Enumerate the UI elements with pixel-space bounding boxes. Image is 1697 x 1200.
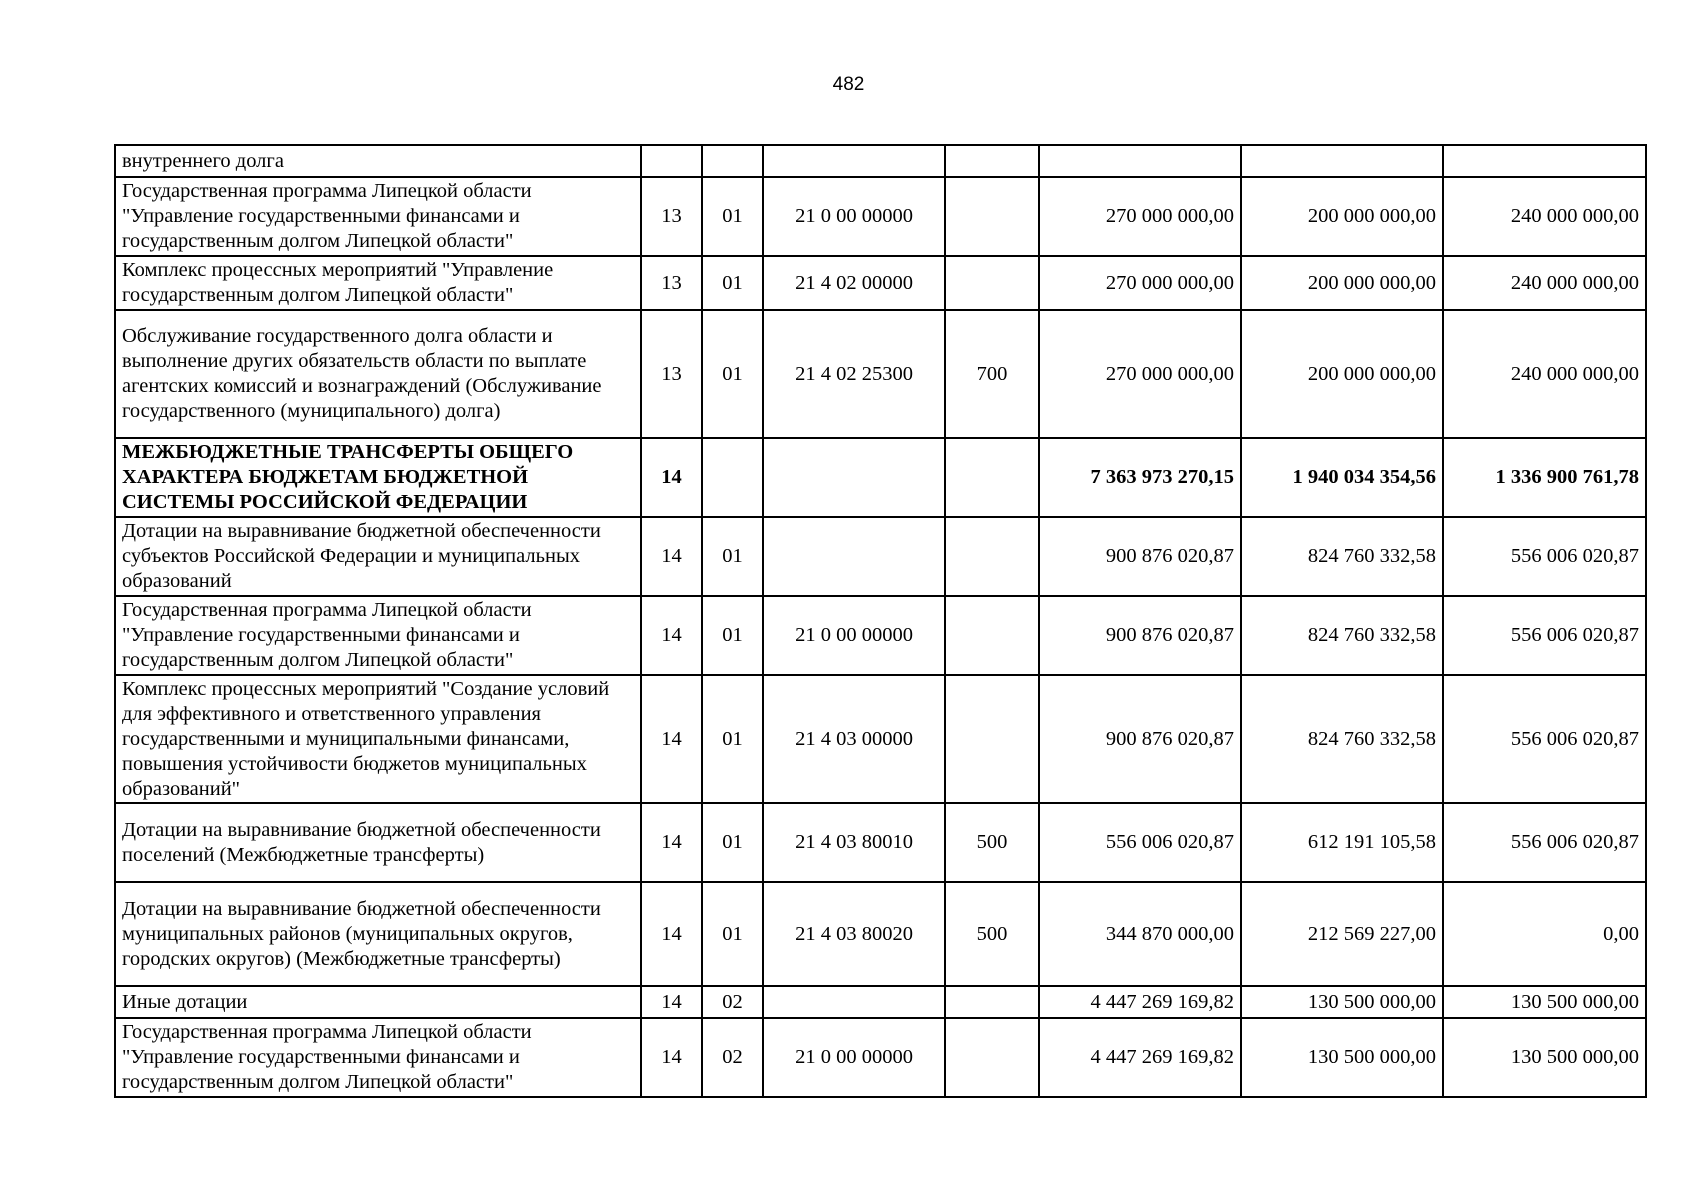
cell-amount-2: 212 569 227,00 — [1241, 882, 1443, 986]
cell-amount-3: 1 336 900 761,78 — [1443, 438, 1646, 517]
cell-expense-type — [945, 596, 1039, 675]
cell-amount-2: 824 760 332,58 — [1241, 517, 1443, 596]
cell-expense-type — [945, 438, 1039, 517]
cell-razdel: 14 — [641, 986, 702, 1018]
table-row — [115, 438, 1646, 517]
table-row — [115, 803, 1646, 882]
cell-target-article: 21 0 00 00000 — [763, 596, 945, 675]
cell-amount-3: 556 006 020,87 — [1443, 803, 1646, 882]
cell-amount-1: 270 000 000,00 — [1039, 177, 1241, 256]
table-row — [115, 986, 1646, 1018]
cell-expense-type — [945, 1018, 1039, 1097]
cell-amount-1: 556 006 020,87 — [1039, 803, 1241, 882]
cell-amount-1: 270 000 000,00 — [1039, 256, 1241, 310]
cell-podrazdel: 01 — [702, 256, 763, 310]
cell-razdel: 14 — [641, 803, 702, 882]
cell-target-article — [763, 517, 945, 596]
cell-expense-type — [945, 145, 1039, 177]
cell-amount-1: 900 876 020,87 — [1039, 675, 1241, 803]
page-number: 482 — [832, 74, 865, 95]
cell-podrazdel: 01 — [702, 675, 763, 803]
cell-amount-2: 200 000 000,00 — [1241, 177, 1443, 256]
cell-razdel: 13 — [641, 310, 702, 438]
cell-razdel: 14 — [641, 517, 702, 596]
cell-podrazdel: 01 — [702, 803, 763, 882]
cell-name: Дотации на выравнивание бюджетной обеспеченности муниципальных районов (муниципальных округов, городских округов) (Межбюджетные трансферты) — [115, 882, 641, 986]
cell-amount-2 — [1241, 145, 1443, 177]
cell-podrazdel: 01 — [702, 596, 763, 675]
cell-amount-2: 824 760 332,58 — [1241, 596, 1443, 675]
cell-name: Государственная программа Липецкой области "Управление государственными финансами и государственным долгом Липецкой области" — [115, 596, 641, 675]
cell-amount-2: 612 191 105,58 — [1241, 803, 1443, 882]
cell-name: Дотации на выравнивание бюджетной обеспеченности поселений (Межбюджетные трансферты) — [115, 803, 641, 882]
budget-table — [114, 144, 1647, 1098]
cell-name: Государственная программа Липецкой области "Управление государственными финансами и государственным долгом Липецкой области" — [115, 1018, 641, 1097]
table-body — [115, 145, 1646, 1097]
cell-amount-3: 556 006 020,87 — [1443, 675, 1646, 803]
cell-razdel: 14 — [641, 596, 702, 675]
cell-target-article — [763, 438, 945, 517]
cell-expense-type: 700 — [945, 310, 1039, 438]
cell-target-article: 21 4 02 00000 — [763, 256, 945, 310]
table-row — [115, 310, 1646, 438]
cell-name: Иные дотации — [115, 986, 641, 1018]
table-row — [115, 1018, 1646, 1097]
table-row — [115, 177, 1646, 256]
cell-expense-type — [945, 986, 1039, 1018]
cell-amount-1: 900 876 020,87 — [1039, 596, 1241, 675]
cell-razdel: 13 — [641, 256, 702, 310]
cell-target-article: 21 4 02 25300 — [763, 310, 945, 438]
cell-name: внутреннего долга — [115, 145, 641, 177]
cell-podrazdel: 01 — [702, 882, 763, 986]
table-row — [115, 882, 1646, 986]
cell-target-article: 21 4 03 80020 — [763, 882, 945, 986]
cell-podrazdel — [702, 145, 763, 177]
cell-amount-1: 344 870 000,00 — [1039, 882, 1241, 986]
cell-target-article: 21 0 00 00000 — [763, 177, 945, 256]
cell-amount-1: 4 447 269 169,82 — [1039, 986, 1241, 1018]
cell-name: Комплекс процессных мероприятий "Управление государственным долгом Липецкой области" — [115, 256, 641, 310]
cell-target-article — [763, 986, 945, 1018]
cell-target-article: 21 4 03 80010 — [763, 803, 945, 882]
cell-razdel: 14 — [641, 438, 702, 517]
table-row — [115, 256, 1646, 310]
cell-amount-1 — [1039, 145, 1241, 177]
cell-amount-3: 240 000 000,00 — [1443, 177, 1646, 256]
cell-expense-type: 500 — [945, 803, 1039, 882]
cell-amount-2: 200 000 000,00 — [1241, 256, 1443, 310]
table-row — [115, 596, 1646, 675]
cell-amount-3: 240 000 000,00 — [1443, 310, 1646, 438]
cell-amount-3: 556 006 020,87 — [1443, 517, 1646, 596]
cell-name: Комплекс процессных мероприятий "Создание условий для эффективного и ответственного управления государственными и муниципальными финансами, повышения устойчивости бюджетов муниципальных образований" — [115, 675, 641, 803]
cell-razdel: 14 — [641, 882, 702, 986]
cell-razdel: 13 — [641, 177, 702, 256]
cell-target-article: 21 0 00 00000 — [763, 1018, 945, 1097]
cell-amount-3: 0,00 — [1443, 882, 1646, 986]
cell-amount-3 — [1443, 145, 1646, 177]
cell-podrazdel: 02 — [702, 1018, 763, 1097]
cell-podrazdel: 01 — [702, 177, 763, 256]
cell-amount-3: 130 500 000,00 — [1443, 986, 1646, 1018]
cell-amount-3: 556 006 020,87 — [1443, 596, 1646, 675]
cell-amount-2: 824 760 332,58 — [1241, 675, 1443, 803]
cell-razdel — [641, 145, 702, 177]
cell-expense-type — [945, 256, 1039, 310]
cell-expense-type — [945, 517, 1039, 596]
cell-name: Обслуживание государственного долга области и выполнение других обязательств области по выплате агентских комиссий и вознаграждений (Обслуживание государственного (муниципального) долга) — [115, 310, 641, 438]
cell-expense-type — [945, 675, 1039, 803]
cell-amount-1: 900 876 020,87 — [1039, 517, 1241, 596]
cell-amount-3: 130 500 000,00 — [1443, 1018, 1646, 1097]
cell-name: Государственная программа Липецкой области "Управление государственными финансами и государственным долгом Липецкой области" — [115, 177, 641, 256]
cell-amount-1: 4 447 269 169,82 — [1039, 1018, 1241, 1097]
table-row — [115, 145, 1646, 177]
cell-expense-type — [945, 177, 1039, 256]
cell-expense-type: 500 — [945, 882, 1039, 986]
cell-amount-2: 130 500 000,00 — [1241, 1018, 1443, 1097]
table-row — [115, 675, 1646, 803]
cell-target-article — [763, 145, 945, 177]
cell-target-article: 21 4 03 00000 — [763, 675, 945, 803]
cell-razdel: 14 — [641, 1018, 702, 1097]
cell-name: МЕЖБЮДЖЕТНЫЕ ТРАНСФЕРТЫ ОБЩЕГО ХАРАКТЕРА БЮДЖЕТАМ БЮДЖЕТНОЙ СИСТЕМЫ РОССИЙСКОЙ ФЕДЕРАЦИИ — [115, 438, 641, 517]
cell-podrazdel — [702, 438, 763, 517]
table-row — [115, 517, 1646, 596]
cell-amount-3: 240 000 000,00 — [1443, 256, 1646, 310]
cell-amount-1: 270 000 000,00 — [1039, 310, 1241, 438]
cell-amount-2: 1 940 034 354,56 — [1241, 438, 1443, 517]
cell-podrazdel: 01 — [702, 517, 763, 596]
cell-razdel: 14 — [641, 675, 702, 803]
cell-name: Дотации на выравнивание бюджетной обеспеченности субъектов Российской Федерации и муниципальных образований — [115, 517, 641, 596]
cell-amount-1: 7 363 973 270,15 — [1039, 438, 1241, 517]
cell-amount-2: 200 000 000,00 — [1241, 310, 1443, 438]
cell-podrazdel: 01 — [702, 310, 763, 438]
cell-amount-2: 130 500 000,00 — [1241, 986, 1443, 1018]
cell-podrazdel: 02 — [702, 986, 763, 1018]
